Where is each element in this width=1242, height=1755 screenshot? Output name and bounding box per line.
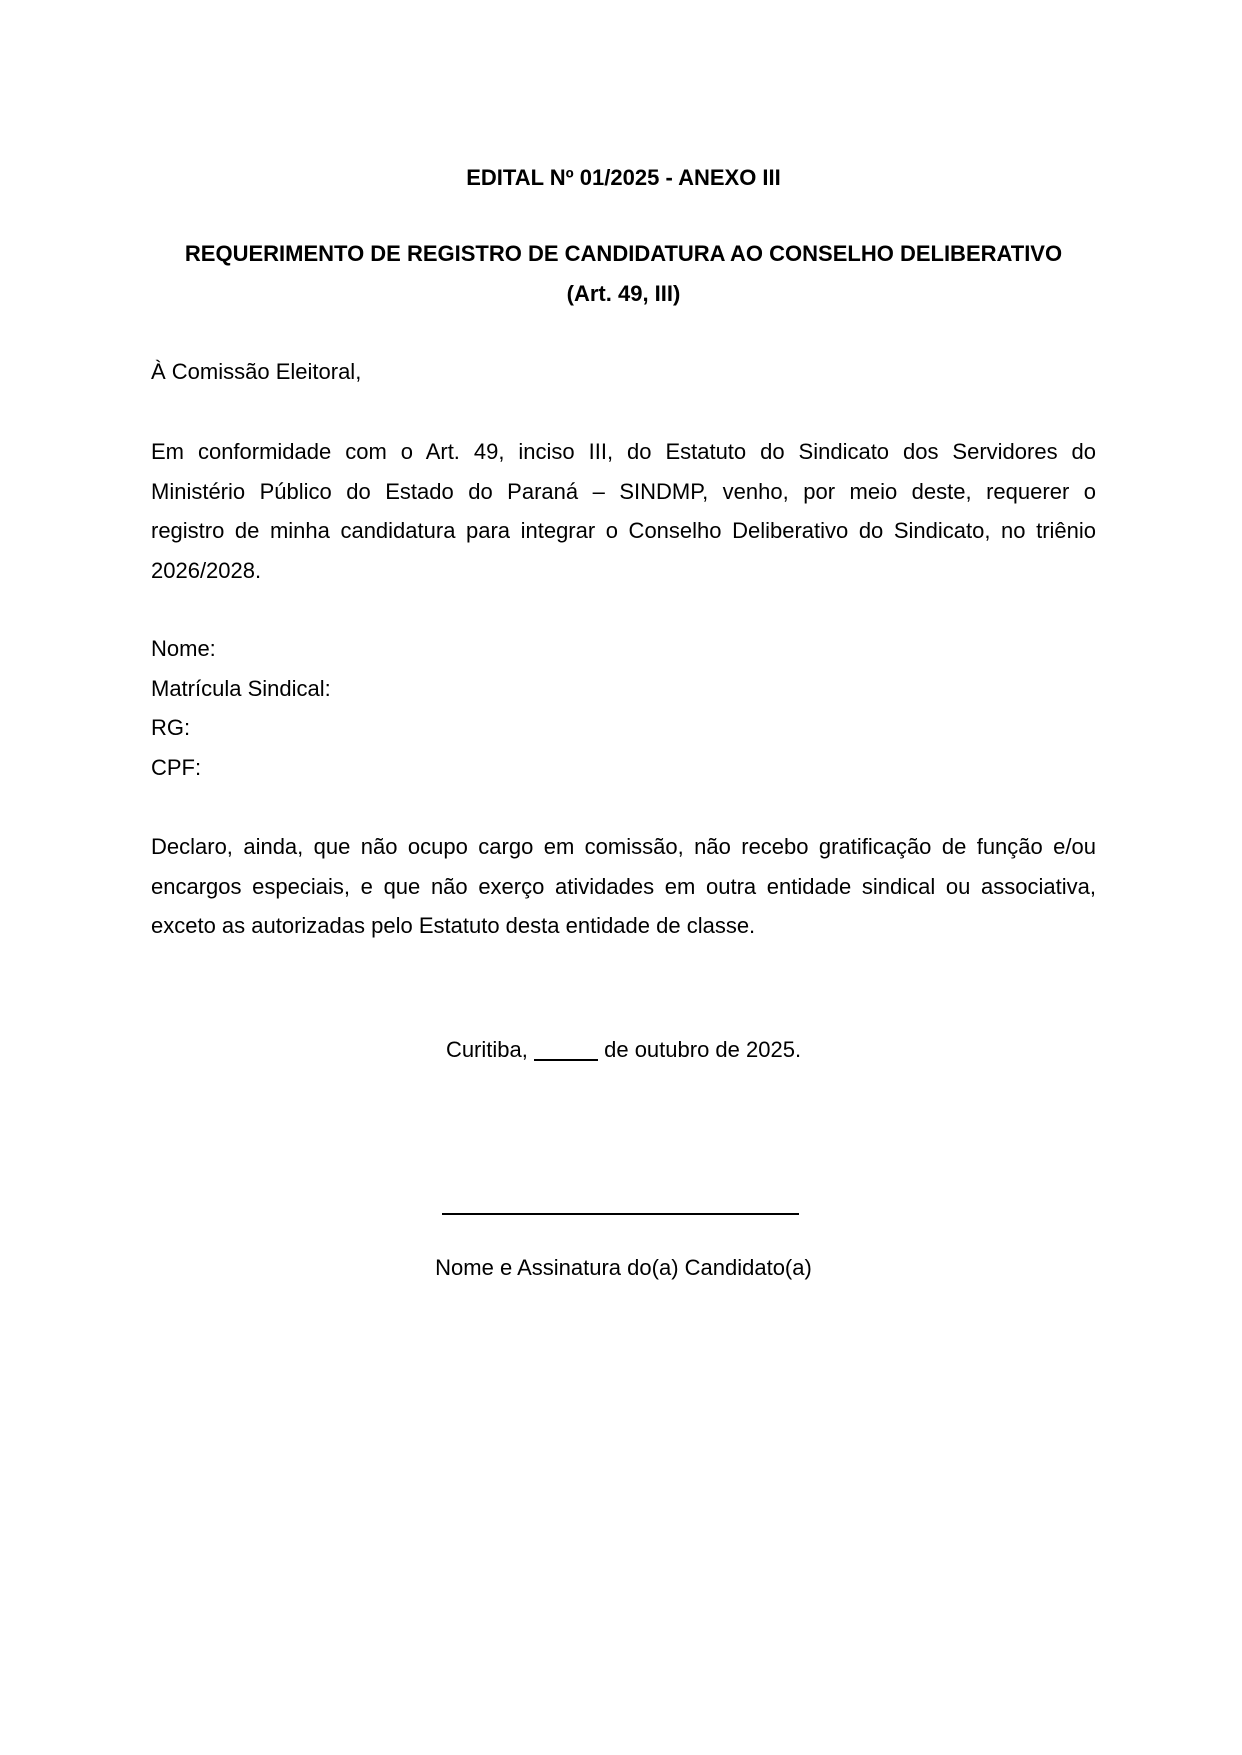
field-matricula-sindical — [151, 669, 1096, 709]
signature-label — [151, 1248, 1096, 1288]
salutation — [151, 352, 1096, 392]
paragraph-line: encargos especiais, e que não exerço atividades em outra entidade sindical ou associativa, — [151, 873, 1096, 899]
document-subtitle-text: (Art. 49, III) — [566, 280, 681, 306]
signature-label-text: Nome e Assinatura do(a) Candidato(a) — [435, 1255, 812, 1280]
edital-heading-text: EDITAL Nº 01/2025 - ANEXO III — [466, 165, 781, 190]
document-title-text: REQUERIMENTO DE REGISTRO DE CANDIDATURA AO CONSELHO DELIBERATIVO — [184, 241, 1063, 266]
paragraph-line: Ministério Público do Estado do Paraná – SINDMP, venho, por meio deste, requerer o — [151, 478, 1096, 504]
paragraph-line: 2026/2028. — [151, 557, 262, 583]
place-date — [151, 1030, 1096, 1070]
declaration-paragraph — [151, 827, 1096, 946]
place-date-prefix: Curitiba, — [445, 1037, 528, 1062]
paragraph-line: registro de minha candidatura para integrar o Conselho Deliberativo do Sindicato, no triênio — [151, 518, 1096, 543]
field-label: Nome: — [151, 636, 216, 661]
day-blank[interactable] — [534, 1037, 598, 1061]
place-date-suffix: de outubro de 2025. — [604, 1037, 802, 1062]
salutation-text: À Comissão Eleitoral, — [151, 359, 362, 384]
candidate-fields — [151, 629, 1096, 787]
document-title — [151, 234, 1096, 313]
signature-line — [442, 1213, 799, 1215]
request-paragraph — [151, 432, 1096, 590]
field-nome — [151, 629, 1096, 669]
edital-heading — [151, 158, 1096, 198]
field-rg — [151, 708, 1096, 748]
paragraph-line: exceto as autorizadas pelo Estatuto desta entidade de classe. — [151, 913, 756, 938]
paragraph-line: Declaro, ainda, que não ocupo cargo em comissão, não recebo gratificação de função e/ou — [151, 834, 1096, 859]
field-label: CPF: — [151, 754, 202, 780]
field-label: Matrícula Sindical: — [151, 675, 331, 701]
paragraph-line: Em conformidade com o Art. 49, inciso III, do Estatuto do Sindicato dos Servidores do — [151, 439, 1096, 464]
field-cpf — [151, 748, 1096, 788]
field-label: RG: — [151, 715, 191, 740]
